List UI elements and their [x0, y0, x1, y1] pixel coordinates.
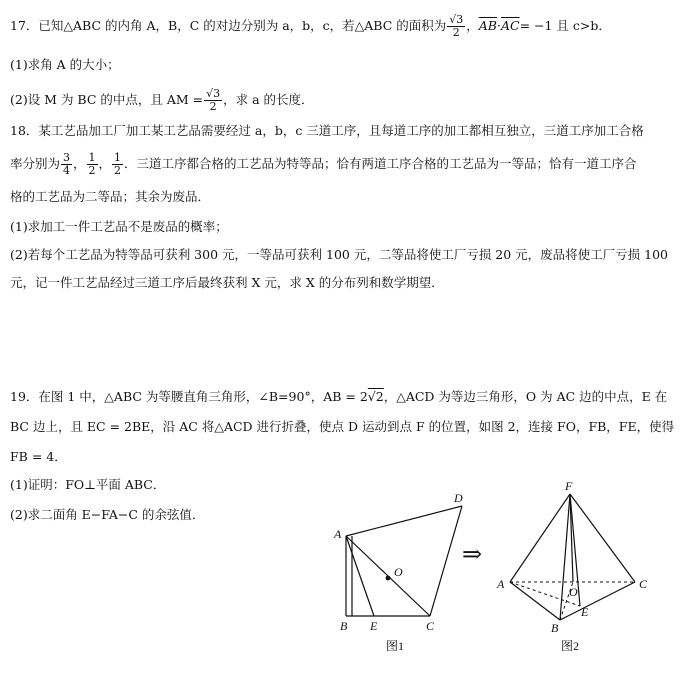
q17-part2: [10, 88, 314, 113]
label-F: F: [565, 480, 573, 493]
edge-DC: [430, 506, 462, 616]
frac-num: 1: [88, 151, 96, 164]
label-B: B: [551, 621, 559, 635]
q18-part2-a: (2)若每个工艺品为特等品可获利 300 元，一等品可获利 100 元，二等品将使工厂亏损 20 元，废品将使工厂亏损 100: [10, 247, 669, 262]
q19-line1-a: 19．在图 1 中，△ABC 为等腰直角三角形，∠B=90°，AB = 2: [10, 389, 368, 404]
q18-line2: [10, 152, 637, 177]
q17-part2-head: (2)设 M 为 BC 的中点，且 AM =: [10, 92, 204, 107]
point-O: [386, 576, 391, 581]
edge-FA: [510, 494, 570, 582]
q19-line1-b: ，△ACD 为等边三角形，O 为 AC 边的中点，E 在: [383, 389, 668, 404]
q19-line1: [10, 388, 667, 406]
edge-AB: [510, 582, 560, 620]
frac-den: 2: [209, 100, 217, 113]
label-E: E: [581, 605, 589, 619]
q18-line3: 格的工艺品为二等品；其余为废品．: [10, 189, 211, 204]
edge-AD: [346, 506, 462, 536]
q17-line1: [10, 14, 611, 39]
q18-line2-head: 率分别为: [10, 156, 61, 171]
label-A: A: [334, 527, 342, 541]
frac-den: 4: [63, 164, 71, 177]
q19-line2: BC 边上，且 EC = 2BE，沿 AC 将△ACD 进行折叠，使点 D 运动到点 F 的位置，如图 2，连接 FO，FB，FE，使得: [10, 419, 675, 434]
sqrt-two: √2: [367, 389, 384, 404]
rate-b-fraction: [87, 152, 98, 177]
q19-part1: (1)证明：FO⊥平面 ABC．: [10, 477, 166, 492]
label-A: A: [497, 577, 505, 591]
frac-den: 2: [114, 164, 122, 177]
q17-tail: = −1 且 c>b．: [519, 18, 611, 33]
edge-AE: [346, 536, 374, 616]
vector-ab: $\overline{AB}$: [478, 18, 497, 33]
q18-line2-tail: ．三道工序都合格的工艺品为特等品；恰有两道工序合格的工艺品为一等品；恰有一道工序合: [124, 156, 637, 171]
q17-am-fraction: [204, 88, 222, 113]
label-E: E: [370, 619, 378, 633]
q17-comma: ，: [466, 18, 479, 33]
frac-den: 2: [452, 26, 460, 39]
q17-area-fraction: [447, 14, 465, 39]
figure-1-caption: 图1: [386, 639, 405, 653]
figure-2-diagram: [495, 480, 665, 660]
label-D: D: [454, 491, 463, 505]
label-O: O: [569, 585, 578, 599]
frac-num: √3: [206, 87, 221, 100]
separator: ，: [98, 156, 112, 171]
frac-num: 1: [114, 151, 122, 164]
frac-num: 3: [63, 151, 71, 164]
label-C: C: [639, 577, 648, 591]
q17-part2-tail: ，求 a 的长度．: [223, 92, 314, 107]
label-B: B: [340, 619, 348, 633]
figure-1-diagram: [330, 490, 483, 660]
rate-a-fraction: [61, 152, 72, 177]
edge-FC: [570, 494, 635, 582]
transform-arrow-icon: ⇒: [462, 540, 483, 568]
dot-operator: ·: [497, 18, 501, 33]
q18-part2-b: 元，记一件工艺品经过三道工序后最终获利 X 元，求 X 的分布列和数学期望．: [10, 275, 444, 290]
separator: ，: [73, 156, 86, 171]
frac-num: √3: [449, 13, 464, 26]
rate-c-fraction: [112, 152, 123, 177]
figure-2-caption: 图2: [561, 639, 580, 653]
label-C: C: [426, 619, 435, 633]
q19-line3: FB = 4．: [10, 449, 67, 464]
q17-part1: (1)求角 A 的大小；: [10, 57, 120, 72]
q18-line1: 18．某工艺品加工厂加工某工艺品需要经过 a，b，c 三道工序，且每道工序的加工都相互独立，三道工序加工合格: [10, 123, 644, 138]
q17-head: 17．已知△ABC 的内角 A，B，C 的对边分别为 a，b，c，若△ABC 的面积为: [10, 18, 447, 33]
frac-den: 2: [88, 164, 96, 177]
label-O: O: [394, 565, 403, 579]
q18-part1: (1)求加工一件工艺品不是废品的概率；: [10, 219, 228, 234]
edge-FB: [560, 494, 570, 620]
q19-part2: (2)求二面角 E−FA−C 的余弦值．: [10, 507, 205, 522]
vector-ac: $\overline{AC}$: [500, 18, 520, 33]
